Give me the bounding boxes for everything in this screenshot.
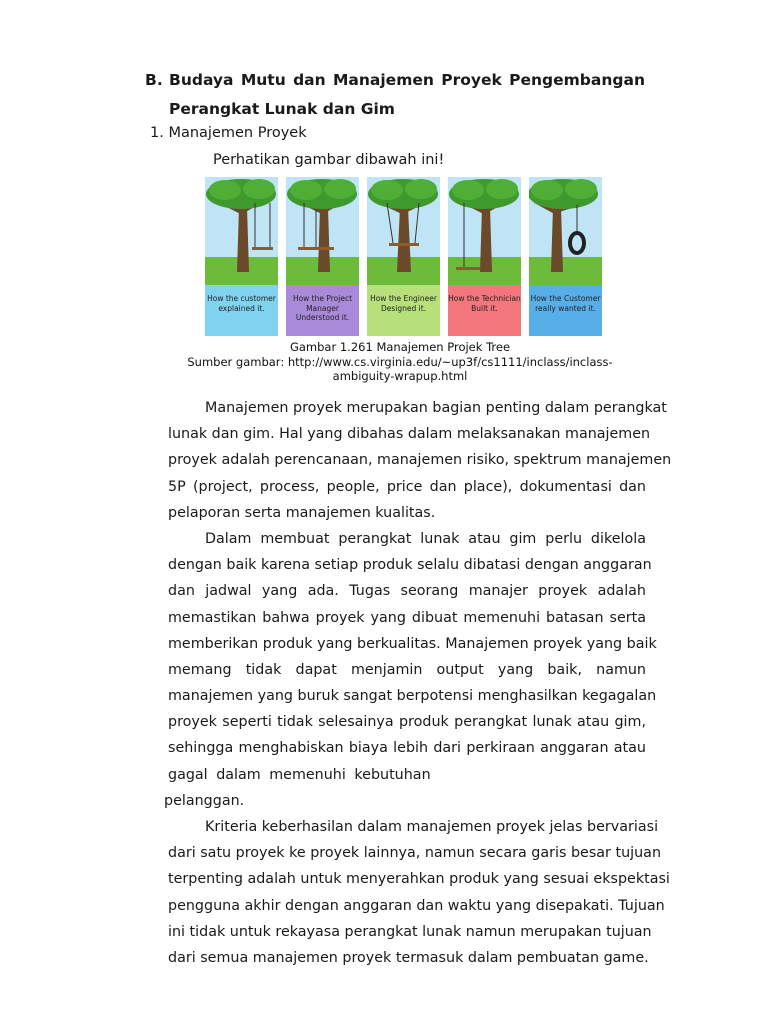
paragraph-line: sehingga menghabiskan biaya lebih dari perkiraan anggaran atau xyxy=(168,740,646,757)
figure-caption-source: Sumber gambar: http://www.cs.virginia.edu/~up3f/cs1111/inclass/inclass- xyxy=(187,354,613,369)
paragraph-line: memang tidak dapat menjamin output yang baik, namun xyxy=(168,661,646,678)
paragraph-line: dari semua manajemen proyek termasuk dalam pembuatan game. xyxy=(168,949,649,966)
paragraph-line: dan jadwal yang ada. Tugas seorang manajer proyek adalah xyxy=(168,583,646,600)
intro-sentence: Perhatikan gambar dibawah ini! xyxy=(213,152,445,168)
paragraph-line: ini tidak untuk rekayasa perangkat lunak namun merupakan tujuan xyxy=(168,923,652,940)
paragraph-line: proyek adalah perencanaan, manajemen risiko, spektrum manajemen xyxy=(168,452,672,469)
tree-panel-customer xyxy=(205,177,278,336)
paragraph-line: manajemen yang buruk sangat berpotensi menghasilkan kegagalan xyxy=(168,688,657,705)
body-text xyxy=(164,395,672,971)
paragraph-line: Manajemen proyek merupakan bagian penting dalam perangkat xyxy=(205,400,667,416)
paragraph-line: memberikan produk yang berkualitas. Manajemen proyek yang baik xyxy=(168,635,657,652)
section-title-line-1: Budaya Mutu dan Manajemen Proyek Pengembangan xyxy=(169,71,645,89)
paragraph-line: lunak dan gim. Hal yang dibahas dalam melaksanakan manajemen xyxy=(168,426,651,443)
tree-panel-project-manager xyxy=(286,177,359,336)
project-tree-figure xyxy=(205,177,603,337)
tree-swing-illustration xyxy=(367,177,440,285)
paragraph-line: gagal dalam memenuhi kebutuhan xyxy=(168,766,431,783)
paragraph-line: pelanggan. xyxy=(164,792,245,809)
panel-caption-customer-wanted: How the Customer really wanted it. xyxy=(529,285,602,336)
tree-panel-engineer xyxy=(367,177,440,336)
tree-panel-customer-wanted xyxy=(529,177,602,336)
figure-caption-source-cont: ambiguity-wrapup.html xyxy=(332,369,468,383)
paragraph-line: proyek seperti tidak selesainya produk perangkat lunak atau gim, xyxy=(168,714,646,731)
tree-panel-technician xyxy=(448,177,521,336)
panel-caption-engineer: How the Engineer Designed it. xyxy=(367,285,440,336)
tree-swing-illustration xyxy=(286,177,359,285)
paragraph-line: Dalam membuat perangkat lunak atau gim perlu dikelola xyxy=(205,530,646,547)
paragraph-line: 5P (project, process, people, price dan place), dokumentasi dan xyxy=(168,478,646,495)
paragraph-line: terpenting adalah untuk menyerahkan produk yang sesuai ekspektasi xyxy=(168,871,670,888)
subsection-heading: 1. Manajemen Proyek xyxy=(150,125,307,141)
panel-caption-project-manager: How the Project Manager Understood it. xyxy=(286,285,359,336)
section-title-line-2: Perangkat Lunak dan Gim xyxy=(169,100,395,118)
paragraph-line: pelaporan serta manajemen kualitas. xyxy=(168,504,436,521)
paragraph-line: dengan baik karena setiap produk selalu dibatasi dengan anggaran xyxy=(168,557,652,574)
panel-caption-customer: How the customer explained it. xyxy=(205,285,278,336)
figure-caption xyxy=(150,340,650,384)
paragraph-line: dari satu proyek ke proyek lainnya, namun secara garis besar tujuan xyxy=(168,845,662,862)
paragraph-line: Kriteria keberhasilan dalam manajemen proyek jelas bervariasi xyxy=(205,819,659,835)
panel-caption-technician: How the Technician Built it. xyxy=(448,285,521,336)
section-letter: B. xyxy=(145,71,163,89)
tree-swing-illustration xyxy=(205,177,278,285)
paragraph-line: memastikan bahwa proyek yang dibuat memenuhi batasan serta xyxy=(168,609,646,626)
tree-swing-illustration xyxy=(529,177,602,285)
tree-swing-illustration xyxy=(448,177,521,285)
figure-caption-title: Gambar 1.261 Manajemen Projek Tree xyxy=(289,340,511,354)
paragraph-line: pengguna akhir dengan anggaran dan waktu yang disepakati. Tujuan xyxy=(168,897,665,914)
